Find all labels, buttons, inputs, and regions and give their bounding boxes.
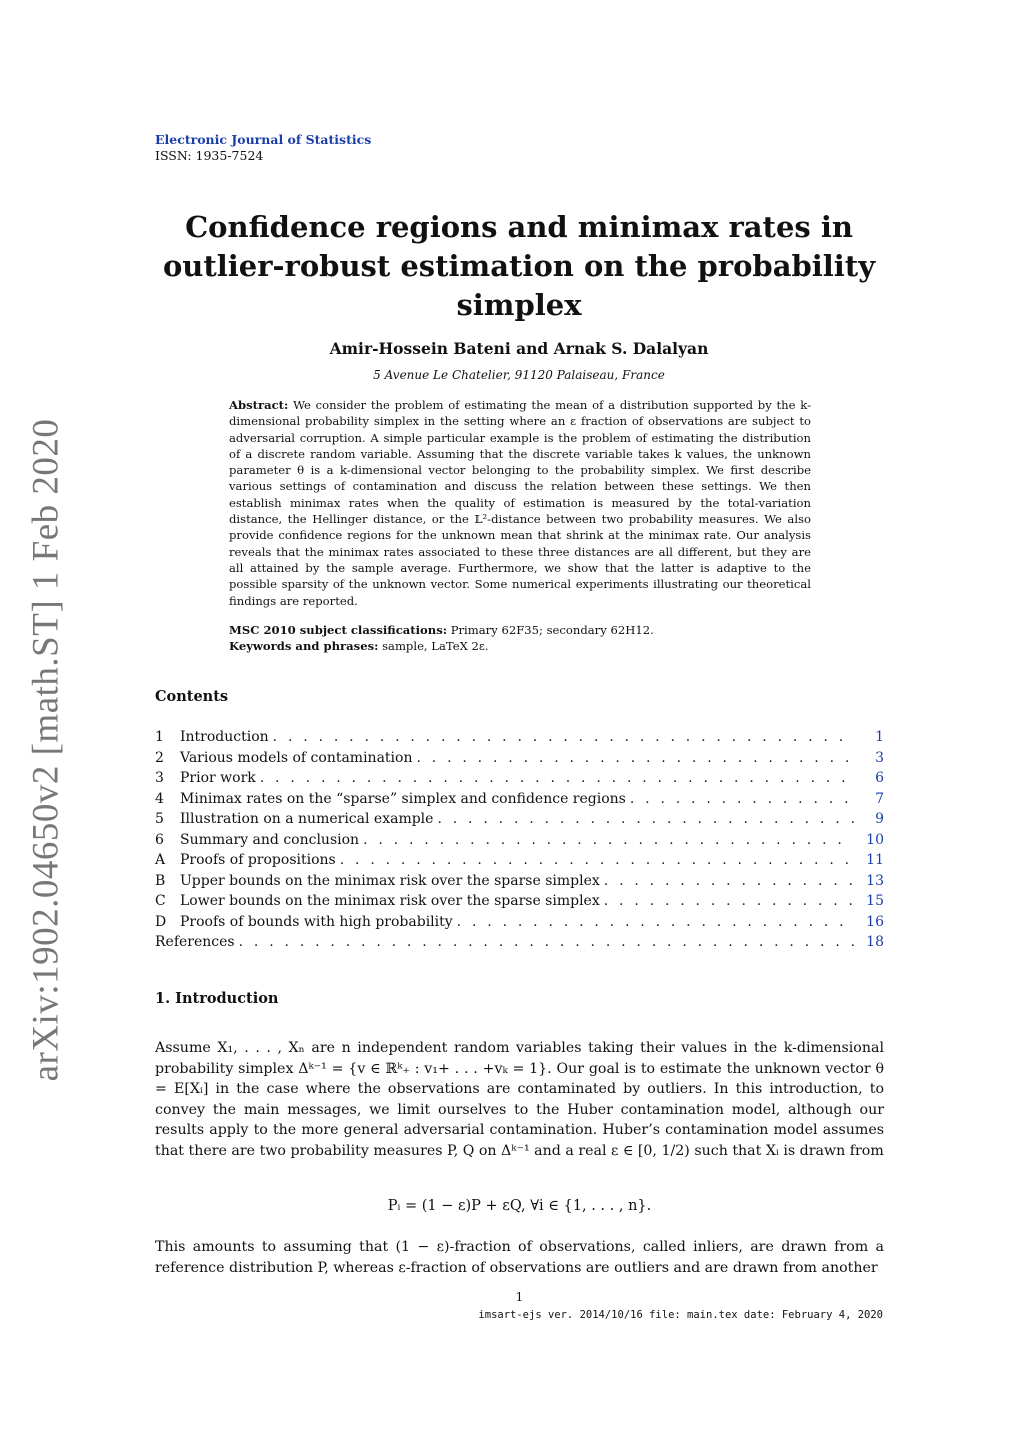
abstract (229, 397, 811, 609)
toc-leader (363, 832, 854, 848)
toc-leader (604, 893, 854, 909)
toc-title: Proofs of propositions (180, 852, 336, 868)
toc-title: Prior work (180, 770, 256, 786)
classification-block (229, 622, 811, 655)
toc-page-link[interactable]: 18 (866, 934, 884, 950)
journal-issn: ISSN: 1935-7524 (155, 148, 264, 163)
keywords-label: Keywords and phrases: (229, 639, 379, 654)
toc-entry[interactable] (155, 893, 884, 914)
toc-leader (416, 750, 854, 766)
section-heading-introduction: 1. Introduction (155, 990, 279, 1007)
toc-title: Illustration on a numerical example (180, 811, 434, 827)
toc-page-link[interactable]: 15 (866, 893, 884, 909)
toc-leader (604, 873, 854, 889)
toc-entry[interactable] (155, 873, 884, 894)
toc-page-link[interactable]: 9 (875, 811, 884, 827)
abstract-label: Abstract: (229, 398, 289, 412)
toc-leader (630, 791, 854, 807)
toc-entry[interactable] (155, 729, 884, 750)
toc-number: 4 (155, 790, 164, 807)
toc-page-link[interactable]: 3 (875, 749, 884, 766)
toc-leader (273, 729, 854, 745)
toc-page-link[interactable]: 10 (866, 831, 884, 848)
journal-header (155, 132, 371, 164)
toc-page-link[interactable]: 6 (875, 770, 884, 786)
toc-entry[interactable] (155, 832, 884, 853)
arxiv-stamp: arXiv:1902.04650v2 [math.ST] 1 Feb 2020 (25, 418, 67, 1082)
toc-title: References (155, 934, 235, 950)
toc-entry[interactable] (155, 750, 884, 771)
toc-title: Introduction (180, 729, 269, 745)
toc-number: 5 (155, 811, 164, 827)
toc-entry-references[interactable] (155, 934, 884, 955)
journal-name[interactable]: Electronic Journal of Statistics (155, 132, 372, 147)
toc-leader (260, 770, 854, 786)
toc-page-link[interactable]: 1 (875, 729, 884, 745)
author-address: 5 Avenue Le Chatelier, 91120 Palaiseau, France (373, 368, 665, 382)
toc-page-link[interactable]: 13 (866, 872, 884, 889)
toc-number: 2 (155, 749, 164, 766)
paper-title: Confidence regions and minimax rates in outlier-robust estimation on the probability simplex (162, 210, 876, 322)
paper-authors: Amir-Hossein Bateni and Arnak S. Dalalyan (329, 339, 709, 358)
toc-page-link[interactable]: 11 (866, 852, 884, 868)
contamination-equation: Pᵢ = (1 − ε)P + εQ, ∀i ∈ {1, . . . , n}. (387, 1198, 652, 1214)
toc-title: Various models of contamination (180, 749, 413, 766)
toc-entry[interactable] (155, 770, 884, 791)
toc-leader (437, 811, 854, 827)
toc-page-link[interactable]: 7 (875, 790, 884, 807)
toc-title: Lower bounds on the minimax risk over the sparse simplex (180, 893, 600, 909)
toc-page-link[interactable]: 16 (866, 913, 884, 930)
toc-leader (340, 852, 854, 868)
toc-entry[interactable] (155, 852, 884, 873)
abstract-text: We consider the problem of estimating the mean of a distribution supported by the k-dimensional probability simplex in the setting where an ε fraction of observations are subject to adversarial corruption. A simple particular example is the problem of estimating the distribution of a discrete random variable. Assuming that the discrete variable takes k values, the unknown parameter θ is a k-dimensional vector belonging to the probability simplex. We first describe various settings of contamination and discuss the relation between these settings. We then establish minimax rates when the quality of estimation is measured by the total-variation distance, the Hellinger distance, or the 𝕃²-distance between two probability measures. We also provide confidence regions for the unknown mean that shrink at the minimax rate. Our analysis reveals that the minimax rates associated to these three distances are all different, but they are all attained by the sample average. Furthermore, we show that the latter is adaptive to the possible sparsity of the unknown vector. Some numerical experiments illustrating our theoretical findings are reported. (229, 398, 812, 608)
toc-entry[interactable] (155, 914, 884, 935)
msc-line (229, 622, 811, 638)
intro-paragraph-1: Assume X₁, . . . , Xₙ are n independent random variables taking their values in the k-dimensional probability simplex Δᵏ⁻¹ = {v ∈ ℝᵏ₊ : v₁+ . . . +vₖ = 1}. Our goal is to estimate the unknown vector θ = E[Xᵢ] in the case where the observations are contaminated by outliers. In this introduction, to convey the main messages, we limit ourselves to the Huber contamination model, although our results apply to the more general adversarial contamination. Huber’s contamination model assumes that there are two probability measures P, Q on Δᵏ⁻¹ and a real ε ∈ [0, 1/2) such that Xᵢ is drawn from (155, 1040, 884, 1159)
table-of-contents (155, 729, 884, 955)
toc-number: 3 (155, 770, 164, 786)
contents-heading: Contents (155, 688, 229, 705)
toc-title: Summary and conclusion (180, 831, 360, 848)
toc-entry[interactable] (155, 811, 884, 832)
keywords-text: sample, LaTeX 2ε. (382, 639, 489, 654)
msc-label: MSC 2010 subject classifications: (229, 623, 448, 637)
toc-leader (239, 934, 854, 950)
toc-title: Minimax rates on the “sparse” simplex and confidence regions (180, 790, 626, 807)
toc-number: A (155, 852, 166, 868)
toc-number: 6 (155, 831, 164, 848)
toc-title: Upper bounds on the minimax risk over the sparse simplex (180, 872, 600, 889)
toc-entry[interactable] (155, 791, 884, 812)
toc-number: D (155, 913, 167, 930)
toc-number: B (155, 872, 166, 889)
toc-number: C (155, 893, 166, 909)
toc-number: 1 (155, 729, 164, 745)
toc-title: Proofs of bounds with high probability (180, 913, 453, 930)
footer-file-info: imsart-ejs ver. 2014/10/16 file: main.tex date: February 4, 2020 (478, 1309, 883, 1321)
intro-paragraph-2: This amounts to assuming that (1 − ε)-fraction of observations, called inliers, are drawn from a reference distribution P, whereas ε-fraction of observations are outliers and are drawn from another (155, 1239, 884, 1276)
msc-text: Primary 62F35; secondary 62H12. (450, 623, 654, 637)
keywords-line (229, 638, 811, 654)
toc-leader (457, 914, 854, 930)
page-number: 1 (515, 1290, 524, 1304)
